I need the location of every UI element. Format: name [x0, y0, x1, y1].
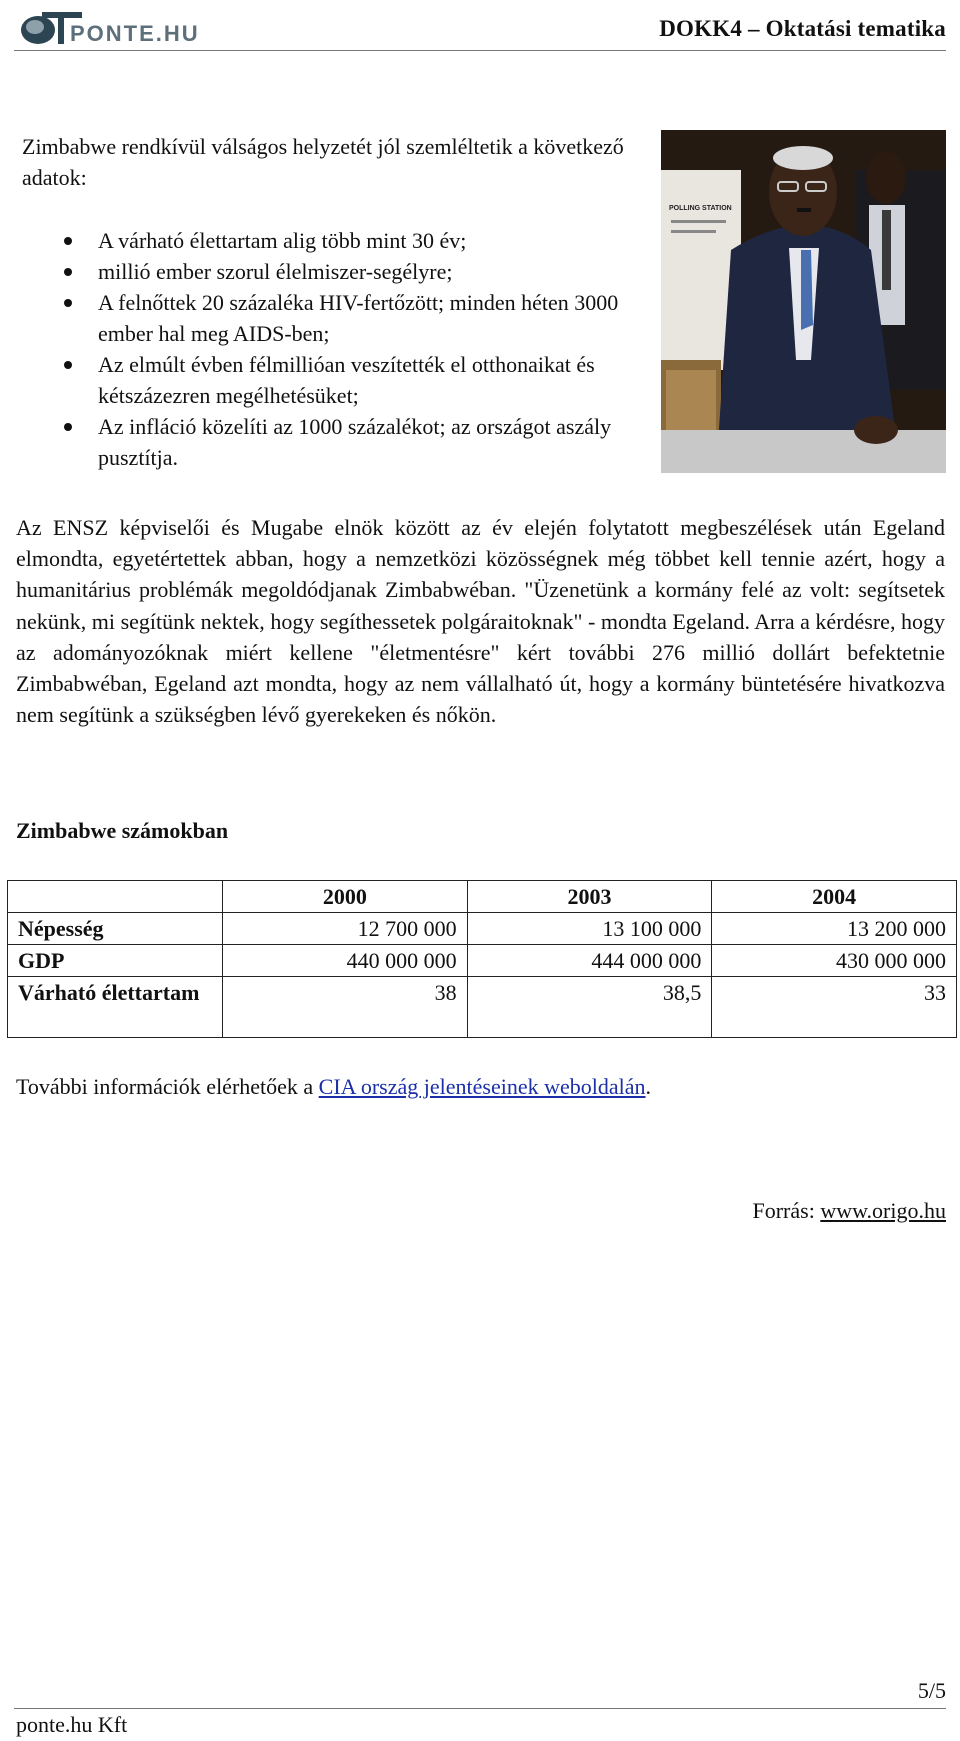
section-heading: Zimbabwe számokban [16, 818, 229, 843]
more-info-suffix: . [645, 1074, 652, 1099]
logo-text: PONTE.HU [70, 21, 200, 46]
table-row [8, 945, 957, 977]
table-row [8, 977, 957, 1038]
photo-graphic [661, 130, 946, 473]
row-label: GDP [8, 945, 223, 977]
cia-report-link[interactable]: CIA ország jelentéseinek weboldalán [318, 1074, 646, 1099]
list-item: A felnőttek 20 százaléka HIV-fertőzött; minden héten 3000 ember hal meg AIDS-ben; [22, 287, 632, 349]
origo-link[interactable]: www.origo.hu [820, 1198, 946, 1223]
table-header-cell [8, 881, 223, 913]
table-cell: 38 [223, 977, 468, 1038]
list-item: millió ember szorul élelmiszer-segélyre; [22, 256, 632, 287]
row-label: Népesség [8, 913, 223, 945]
more-info-prefix: További információk elérhetőek a [16, 1074, 319, 1099]
table-cell: 13 100 000 [467, 913, 712, 945]
more-info-text [16, 1072, 651, 1102]
statistics-table [7, 880, 957, 1038]
table-cell: 12 700 000 [223, 913, 468, 945]
table-cell: 430 000 000 [712, 945, 957, 977]
table-cell: 33 [712, 977, 957, 1038]
table-header-row [8, 881, 957, 913]
list-item: Az elmúlt évben félmillióan veszítették el otthonaikat és kétszázezren megélhetésüket; [22, 349, 632, 411]
company-name: ponte.hu Kft [16, 1712, 128, 1737]
table-row [8, 913, 957, 945]
body-paragraph [16, 512, 945, 730]
table-header-cell: 2000 [223, 881, 468, 913]
table-header-cell: 2003 [467, 881, 712, 913]
news-photo [661, 130, 946, 473]
ponte-logo [20, 8, 220, 48]
table-cell: 13 200 000 [712, 913, 957, 945]
paragraph-part-1: Az ENSZ képviselői és Mugabe elnök között az év elején folytatott megbeszélések után Egeland elmondta, egyetértettek abban, hogy a nemzetközi közösségnek még többet kell tennie azért, hogy a humanitárius problémák megoldódjanak Zimbabwéban. "Üzenetünk a kormány felé az volt: segítsetek nekünk, mi segítünk nektek, hogy segíthessetek polgáraitoknak" - mondta Egeland. [16, 515, 945, 634]
footer-divider [14, 1708, 946, 1709]
list-item: A várható élettartam alig több mint 30 év; [22, 225, 632, 256]
facts-list [22, 225, 632, 473]
document-title: DOKK4 – Oktatási tematika [659, 16, 946, 41]
page-number: 5/5 [917, 1678, 946, 1703]
table-header-cell: 2004 [712, 881, 957, 913]
source-line [752, 1196, 946, 1226]
polling-sign-text: POLLING STATION [669, 205, 732, 212]
list-item: Az infláció közelíti az 1000 százalékot; az országot aszály pusztítja. [22, 411, 632, 473]
paragraph-part-2: Arra a kérdésre, hogy az adományozóknak miért kellene "életmentésre" kért további 276 millió dollárt befektetnie Zimbabwéban, Egeland azt mondta, hogy az nem vállalható út, hogy a kormány büntetésére hivatkozva nem segítünk a szükségben lévő gyerekeken és nőkön. [16, 608, 945, 728]
table-cell: 440 000 000 [223, 945, 468, 977]
intro-text: Zimbabwe rendkívül válságos helyzetét jól szemléltetik a következő adatok: [22, 134, 624, 190]
table-cell: 38,5 [467, 977, 712, 1038]
source-prefix: Forrás: [752, 1198, 821, 1223]
table-cell: 444 000 000 [467, 945, 712, 977]
ponte-logo-icon [20, 8, 220, 48]
header-divider [14, 50, 946, 51]
row-label: Várható élettartam [8, 977, 223, 1038]
